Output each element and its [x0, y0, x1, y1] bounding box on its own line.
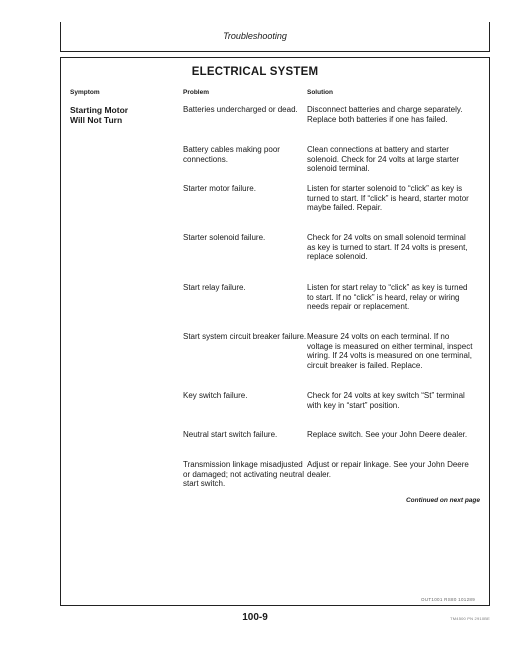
solution-cell: Listen for starter solenoid to “click” as key is turned to start. If “click” is heard, starter motor maybe failed. Repair. [307, 184, 469, 213]
solution-cell: Disconnect batteries and charge separately. Replace both batteries if one has failed. [307, 105, 463, 124]
problem-cell: Batteries undercharged or dead. [183, 105, 298, 114]
problem-cell: Neutral start switch failure. [183, 430, 278, 439]
solution-cell: Measure 24 volts on each terminal. If no voltage is measured on either terminal, inspect wiring. If 24 volts is measured on one terminal, circuit breaker is failed. Replace. [307, 332, 473, 371]
solution-cell: Clean connections at battery and starter solenoid. Check for 24 volts at large starter solenoid terminal. [307, 145, 460, 174]
page-number: 100-9 [242, 612, 268, 623]
column-header-symptom: Symptom [70, 89, 100, 96]
problem-cell: Start relay failure. [183, 283, 246, 292]
symptom-line-2: Will Not Turn [70, 115, 123, 125]
page-header-title: Troubleshooting [223, 31, 287, 41]
problem-cell: Starter motor failure. [183, 184, 256, 193]
problem-cell: Transmission linkage misadjusted or damaged; not activating neutral start switch. [183, 460, 304, 489]
symptom-line-1: Starting Motor [70, 105, 129, 115]
content-bottom-rule [60, 605, 490, 606]
symptom-label [70, 105, 170, 125]
document-code: OUT1001 RS80 101289 [421, 597, 475, 602]
solution-cell: Adjust or repair linkage. See your John Deere dealer. [307, 460, 469, 479]
solution-cell: Replace switch. See your John Deere dealer. [307, 430, 468, 439]
content-right-rule [489, 57, 490, 605]
section-title: ELECTRICAL SYSTEM [191, 66, 319, 78]
column-header-solution: Solution [307, 89, 333, 96]
solution-cell: Check for 24 volts on small solenoid terminal as key is turned to start. If 24 volts is present, replace solenoid. [307, 233, 468, 262]
problem-cell: Starter solenoid failure. [183, 233, 266, 242]
print-code: TM4500 PN 2910BE [450, 616, 490, 621]
solution-cell: Listen for start relay to “click” as key is turned to start. If no “click” is heard, relay or wiring needs repair or replacement. [307, 283, 468, 312]
solution-cell: Check for 24 volts at key switch “St” terminal with key in “start” position. [307, 391, 465, 410]
continued-note: Continued on next page [405, 497, 480, 504]
problem-cell: Battery cables making poor connections. [183, 145, 280, 164]
content-top-rule [60, 57, 490, 58]
header-bottom-rule [60, 51, 490, 52]
content-left-rule [60, 57, 61, 605]
column-header-problem: Problem [183, 89, 210, 96]
problem-cell: Key switch failure. [183, 391, 248, 400]
problem-cell: Start system circuit breaker failure. [183, 332, 307, 341]
